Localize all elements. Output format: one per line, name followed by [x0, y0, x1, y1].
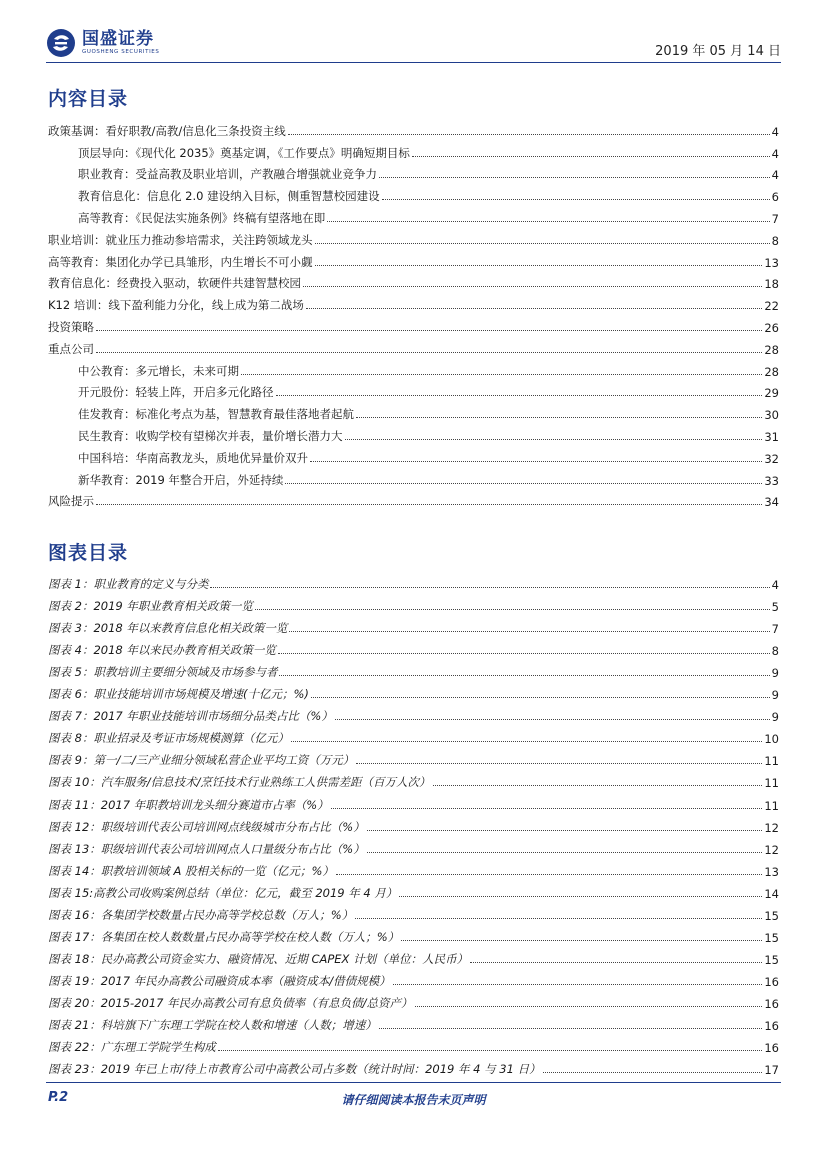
figure-entry[interactable] [48, 1055, 779, 1077]
contents-entry-page: 28 [764, 364, 779, 379]
figure-entry-page: 17 [764, 1063, 779, 1078]
page-number: P.2 [48, 1090, 69, 1105]
figure-entry-page: 12 [764, 820, 779, 835]
dot-leader [543, 1071, 763, 1073]
contents-entry[interactable] [48, 335, 779, 357]
dot-leader [415, 1005, 763, 1007]
figure-entry[interactable] [48, 835, 779, 857]
figure-entry-title: 图表 13：职级培训代表公司培训网点人口量级分布占比（%） [48, 841, 365, 856]
contents-entry-title: 中公教育：多元增长，未来可期 [78, 363, 239, 378]
figure-entry-page: 4 [771, 578, 779, 593]
figure-entry-title: 图表 17：各集团在校人数数量占民办高等学校在校人数（万人；%） [48, 929, 400, 944]
contents-entry-title: 职业培训：就业压力推动参培需求，关注跨领域龙头 [48, 232, 313, 247]
figure-entry[interactable] [48, 680, 779, 702]
contents-entry-title: 高等教育：集团化办学已具雏形，内生增长不可小觑 [48, 254, 313, 269]
page-header [46, 28, 781, 62]
contents-entry[interactable] [48, 117, 779, 139]
figure-entry-page: 9 [771, 710, 779, 725]
figure-entry-title: 图表 15:高教公司收购案例总结（单位：亿元，截至 2019 年 4 月） [48, 885, 398, 900]
dot-leader [393, 983, 763, 985]
dot-leader [470, 961, 762, 963]
figure-entry-title: 图表 16：各集团学校数量占民办高等学校总数（万人；%） [48, 907, 354, 922]
figure-entry-page: 7 [771, 622, 779, 637]
footer-disclaimer: 请仔细阅读本报告末页声明 [341, 1093, 486, 1107]
report-date: 2019 年 05 月 14 日 [655, 44, 781, 59]
contents-entry-page: 28 [764, 342, 779, 357]
figure-entry[interactable] [48, 746, 779, 768]
figure-entry-page: 5 [771, 600, 779, 615]
figure-entry[interactable] [48, 592, 779, 614]
figures-title: 图表目录 [48, 542, 129, 564]
contents-entry-title: 新华教育：2019 年整合开启，外延持续 [78, 472, 284, 487]
figure-entry-page: 16 [764, 1041, 779, 1056]
contents-entry-title: 民生教育：收购学校有望梯次并表，量价增长潜力大 [78, 428, 343, 443]
contents-entry-page: 29 [764, 386, 779, 401]
contents-title: 内容目录 [48, 88, 129, 110]
figure-entry-page: 16 [764, 974, 779, 989]
figure-entry-title: 图表 12：职级培训代表公司培训网点线级城市分布占比（%） [48, 819, 365, 834]
dot-leader [356, 416, 762, 418]
contents-entry-page: 32 [764, 451, 779, 466]
contents-entry[interactable] [48, 291, 779, 313]
figure-entry-page: 11 [764, 754, 779, 769]
figure-entry[interactable] [48, 813, 779, 835]
figure-entry-title: 图表 22：广东理工学院学生构成 [48, 1040, 216, 1055]
dot-leader [412, 155, 770, 157]
figure-entry-page: 13 [764, 864, 779, 879]
dot-leader [285, 482, 762, 484]
figures-list [48, 570, 779, 1077]
dot-leader [382, 198, 770, 200]
dot-leader [96, 329, 762, 331]
contents-entry[interactable] [48, 161, 779, 183]
dot-leader [399, 895, 762, 897]
dot-leader [355, 917, 762, 919]
figure-entry-page: 9 [771, 666, 779, 681]
contents-entry-page: 30 [764, 408, 779, 423]
dot-leader [279, 674, 769, 676]
dot-leader [310, 460, 762, 462]
header-divider [46, 62, 781, 63]
dot-leader [289, 630, 769, 632]
figure-entry[interactable] [48, 989, 779, 1011]
contents-entry-page: 8 [771, 233, 779, 248]
figure-entry-title: 图表 4：2018 年以来民办教育相关政策一览 [48, 643, 276, 658]
contents-entry-page: 26 [764, 320, 779, 335]
figure-entry-title: 图表 23：2019 年已上市/待上市教育公司中高教公司占多数（统计时间：2019 年 4 与 31 日） [48, 1062, 541, 1077]
contents-entry-title: 顶层导向：《现代化 2035》奠基定调，《工作要点》明确短期目标 [78, 145, 410, 160]
figure-entry[interactable] [48, 879, 779, 901]
contents-entry-title: 佳发教育：标准化考点为基，智慧教育最佳落地者起航 [78, 407, 354, 422]
figure-entry[interactable] [48, 1033, 779, 1055]
figure-entry-title: 图表 6：职业技能培训市场规模及增速(十亿元；%) [48, 687, 309, 702]
figure-entry-page: 10 [764, 732, 779, 747]
contents-entry[interactable] [48, 226, 779, 248]
figure-entry[interactable] [48, 768, 779, 790]
figure-entry[interactable] [48, 570, 779, 592]
contents-entry[interactable] [48, 466, 779, 488]
figure-entry[interactable] [48, 1011, 779, 1033]
contents-entry[interactable] [48, 182, 779, 204]
dot-leader [218, 1049, 763, 1051]
contents-entry-title: 开元股份：轻装上阵，开启多元化路径 [78, 385, 274, 400]
dot-leader [311, 696, 770, 698]
dot-leader [356, 762, 762, 764]
dot-leader [401, 939, 762, 941]
figure-entry[interactable] [48, 945, 779, 967]
contents-entry[interactable] [48, 270, 779, 292]
figure-entry[interactable] [48, 702, 779, 724]
dot-leader [327, 220, 769, 222]
figure-entry[interactable] [48, 967, 779, 989]
figure-entry-title: 图表 14：职教培训领域 A 股相关标的一览（亿元；%） [48, 863, 334, 878]
dot-leader [336, 873, 762, 875]
dot-leader [335, 718, 770, 720]
figure-entry-page: 15 [764, 908, 779, 923]
footer-divider [46, 1082, 781, 1083]
contents-entry-page: 7 [771, 211, 779, 226]
dot-leader [367, 851, 763, 853]
contents-list [48, 117, 779, 509]
figure-entry-title: 图表 8：职业招录及考证市场规模测算（亿元） [48, 731, 289, 746]
figure-entry-page: 9 [771, 688, 779, 703]
figure-entry[interactable] [48, 857, 779, 879]
contents-entry-title: 风险提示 [48, 494, 94, 509]
contents-entry[interactable] [48, 357, 779, 379]
figure-entry-title: 图表 18：民办高教公司资金实力、融资情况、近期 CAPEX 计划（单位：人民币） [48, 951, 469, 966]
figure-entry-page: 8 [771, 644, 779, 659]
brand-logo-icon [46, 28, 76, 58]
dot-leader [288, 133, 770, 135]
dot-leader [210, 586, 769, 588]
brand-subtitle: GUOSHENG SECURITIES [82, 48, 160, 55]
figure-entry[interactable] [48, 790, 779, 812]
figure-entry-page: 16 [764, 1018, 779, 1033]
contents-entry-page: 4 [771, 168, 779, 183]
figure-entry-page: 12 [764, 842, 779, 857]
figure-entry-page: 11 [764, 798, 779, 813]
contents-entry-page: 34 [764, 495, 779, 510]
dot-leader [315, 242, 770, 244]
contents-entry[interactable] [48, 400, 779, 422]
dot-leader [255, 608, 770, 610]
figure-entry-page: 14 [764, 886, 779, 901]
contents-entry-page: 6 [771, 190, 779, 205]
figure-entry-title: 图表 1：职业教育的定义与分类 [48, 577, 209, 592]
figure-entry[interactable] [48, 614, 779, 636]
dot-leader [315, 264, 763, 266]
contents-entry-title: 教育信息化：信息化 2.0 建设纳入目标，侧重智慧校园建设 [78, 189, 380, 204]
contents-entry-page: 18 [764, 277, 779, 292]
figure-entry[interactable] [48, 724, 779, 746]
figure-entry[interactable] [48, 636, 779, 658]
contents-entry[interactable] [48, 488, 779, 510]
dot-leader [367, 829, 763, 831]
figure-entry[interactable] [48, 901, 779, 923]
dot-leader [303, 285, 762, 287]
brand-name: 国盛证券 [82, 28, 154, 49]
contents-entry-title: 投资策略 [48, 319, 94, 334]
figure-entry-page: 16 [764, 996, 779, 1011]
figure-entry-page: 11 [764, 776, 779, 791]
dot-leader [278, 652, 770, 654]
figure-entry-title: 图表 10：汽车服务/信息技术/烹饪技术行业熟练工人供需差距（百万人次） [48, 775, 431, 790]
figure-entry-title: 图表 20：2015-2017 年民办高教公司有息负债率（有息负债/总资产） [48, 995, 413, 1010]
contents-entry[interactable] [48, 379, 779, 401]
dot-leader [96, 351, 762, 353]
contents-entry[interactable] [48, 204, 779, 226]
dot-leader [379, 1027, 763, 1029]
figure-entry-title: 图表 21：科培旗下广东理工学院在校人数和增速（人数；增速） [48, 1017, 377, 1032]
dot-leader [433, 784, 763, 786]
contents-entry-page: 22 [764, 299, 779, 314]
figure-entry-title: 图表 2：2019 年职业教育相关政策一览 [48, 599, 253, 614]
contents-entry-title: 高等教育：《民促法实施条例》终稿有望落地在即 [78, 210, 326, 225]
contents-entry-page: 31 [764, 429, 779, 444]
figure-entry-title: 图表 5：职教培训主要细分领域及市场参与者 [48, 665, 278, 680]
figure-entry-page: 15 [764, 952, 779, 967]
contents-entry-title: 中国科培：华南高教龙头，质地优异量价双升 [78, 450, 308, 465]
contents-entry-page: 4 [771, 124, 779, 139]
contents-entry-title: K12 培训：线下盈利能力分化，线上成为第二战场 [48, 298, 304, 313]
dot-leader [241, 373, 762, 375]
figure-entry-title: 图表 9：第一/二/三产业细分领域私营企业平均工资（万元） [48, 753, 355, 768]
dot-leader [331, 807, 763, 809]
dot-leader [276, 394, 763, 396]
contents-entry-page: 33 [764, 473, 779, 488]
contents-entry[interactable] [48, 444, 779, 466]
contents-entry-title: 教育信息化：经费投入驱动，软硬件共建智慧校园 [48, 276, 301, 291]
dot-leader [96, 503, 762, 505]
figure-entry-title: 图表 3：2018 年以来教育信息化相关政策一览 [48, 621, 288, 636]
dot-leader [345, 438, 763, 440]
contents-entry[interactable] [48, 313, 779, 335]
dot-leader [306, 307, 763, 309]
figure-entry-title: 图表 7：2017 年职业技能培训市场细分品类占比（%） [48, 709, 333, 724]
contents-entry-title: 政策基调：看好职教/高教/信息化三条投资主线 [48, 123, 286, 138]
contents-entry[interactable] [48, 248, 779, 270]
contents-entry-title: 重点公司 [48, 341, 94, 356]
contents-entry-page: 4 [771, 146, 779, 161]
figure-entry-title: 图表 11：2017 年职教培训龙头细分赛道市占率（%） [48, 797, 329, 812]
figure-entry[interactable] [48, 658, 779, 680]
contents-entry-title: 职业教育：受益高教及职业培训，产教融合增强就业竞争力 [78, 167, 377, 182]
figure-entry[interactable] [48, 923, 779, 945]
dot-leader [379, 176, 770, 178]
contents-entry-page: 13 [764, 255, 779, 270]
dot-leader [291, 740, 762, 742]
figure-entry-page: 15 [764, 930, 779, 945]
figure-entry-title: 图表 19：2017 年民办高教公司融资成本率（融资成本/借债规模） [48, 973, 391, 988]
contents-entry[interactable] [48, 139, 779, 161]
brand-logo [46, 28, 159, 58]
contents-entry[interactable] [48, 422, 779, 444]
